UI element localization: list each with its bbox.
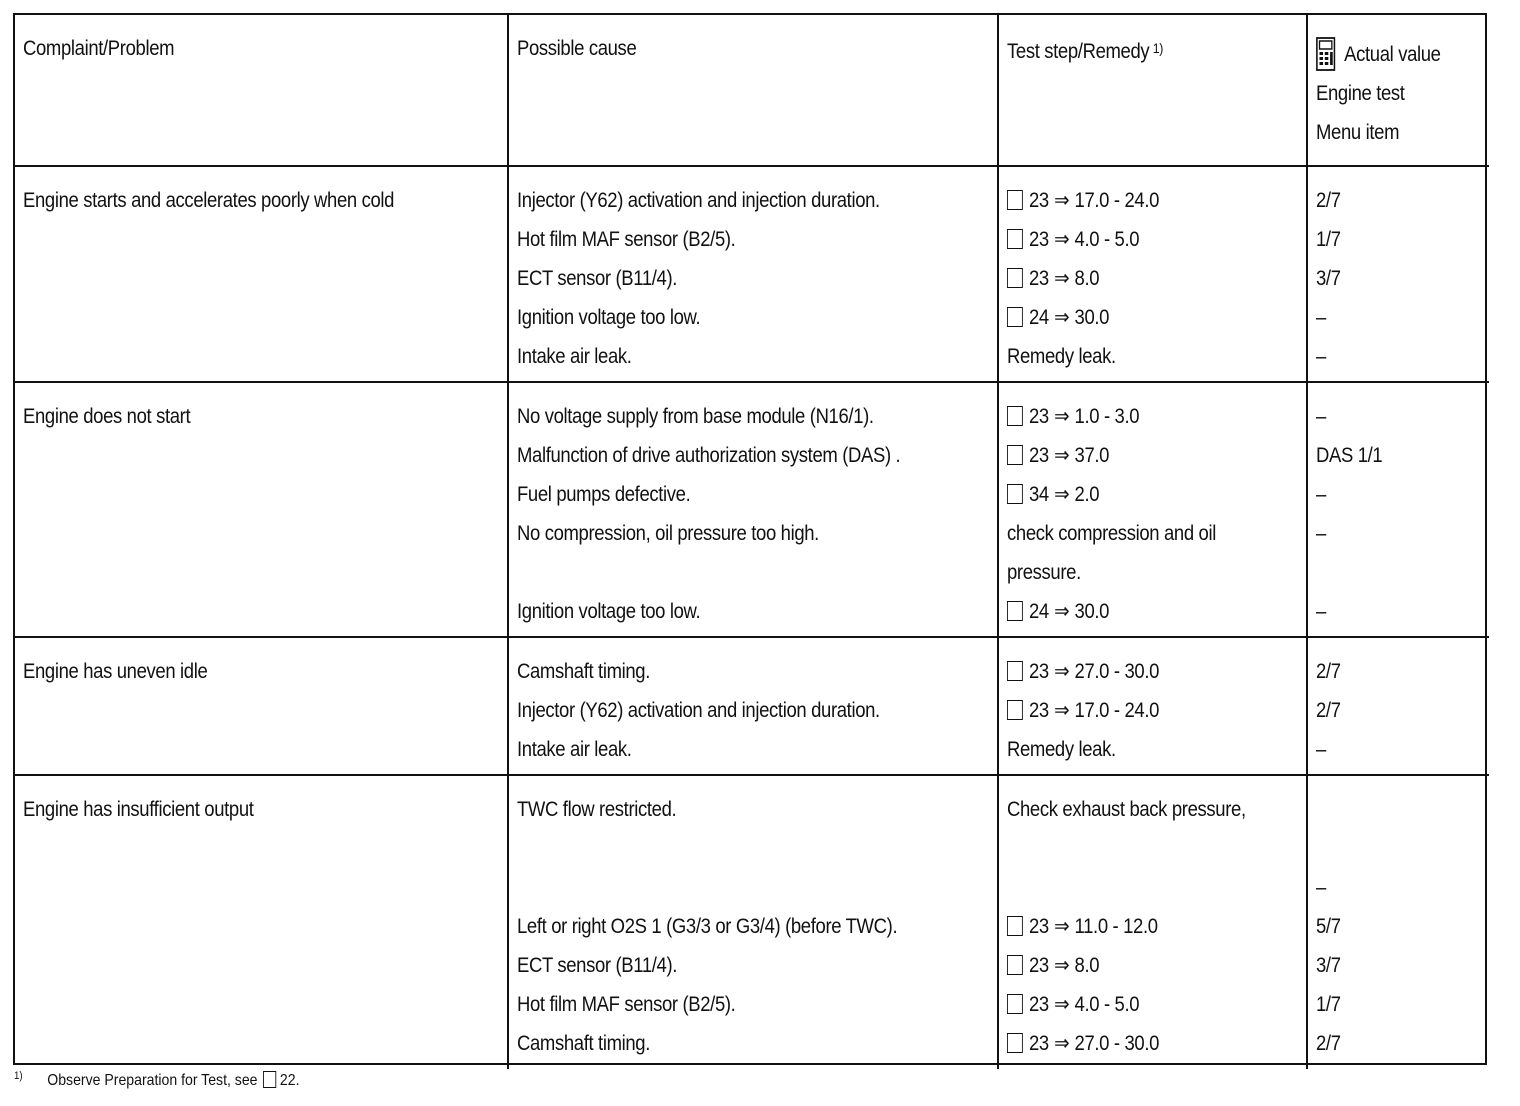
arrow-icon: ⇒: [1054, 915, 1070, 938]
header-cause: Possible cause: [517, 37, 637, 60]
test-step-cell: [998, 382, 1307, 637]
test-step-cell: [998, 775, 1307, 1069]
test-step-number: 23: [1029, 228, 1049, 251]
test-step-line: [1007, 397, 1298, 436]
cause-text: Malfunction of drive authorization system (DAS) .: [517, 444, 901, 467]
test-step-line: [1007, 691, 1298, 730]
test-step-value: 11.0 - 12.0: [1074, 915, 1158, 938]
test-step-value: 17.0 - 24.0: [1074, 189, 1160, 212]
actual-value-line: [1316, 730, 1481, 769]
test-step-value: 17.0 - 24.0: [1074, 699, 1160, 722]
actual-value-cell-content: [1308, 776, 1489, 1063]
cause-line: [517, 553, 989, 592]
cause-line: [517, 691, 989, 730]
actual-value-line: [1316, 592, 1481, 631]
test-step-line: [1007, 337, 1298, 376]
test-step-text: [1007, 181, 1263, 220]
test-step-line: [1007, 298, 1298, 337]
footnote-ref: 22.: [279, 1072, 300, 1089]
test-step-text: [1007, 946, 1263, 985]
cause-text: Camshaft timing.: [517, 1032, 651, 1055]
test-step-number: 34: [1029, 483, 1049, 506]
test-step-line: [1007, 829, 1298, 868]
cause-line: [517, 592, 989, 631]
test-step-cell: [998, 166, 1307, 382]
actual-value-line: [1316, 475, 1481, 514]
cause-cell: [508, 382, 998, 637]
actual-value-cell: [1307, 166, 1489, 382]
test-step-value: 8.0: [1074, 954, 1100, 977]
cause-text: Left or right O2S 1 (G3/3 or G3/4) (before TWC).: [517, 915, 898, 938]
actual-value-line: [1316, 907, 1481, 946]
tester-icon: [1316, 37, 1335, 71]
cause-line: [517, 1024, 989, 1063]
arrow-icon: ⇒: [1054, 600, 1070, 623]
test-step-value: 2.0: [1074, 483, 1100, 506]
test-step-number: 23: [1029, 405, 1049, 428]
complaint-text: Engine has uneven idle: [23, 660, 208, 683]
cause-text: Injector (Y62) activation and injection duration.: [517, 189, 880, 212]
arrow-icon: ⇒: [1054, 189, 1070, 212]
cause-cell: [508, 775, 998, 1069]
test-step-line: [1007, 907, 1298, 946]
remedy-text: Remedy leak.: [1007, 738, 1116, 761]
actual-value-line: [1316, 652, 1481, 691]
actual-value-line: [1316, 1024, 1481, 1063]
test-step-line: [1007, 946, 1298, 985]
test-step-number: 23: [1029, 444, 1049, 467]
cause-line: [517, 985, 989, 1024]
header-actual-line3: Menu item: [1316, 121, 1400, 144]
complaint-text: Engine starts and accelerates poorly when cold: [23, 189, 395, 212]
actual-value-text: 1/7: [1316, 228, 1341, 251]
actual-value-line: [1316, 790, 1481, 829]
actual-value-line: [1316, 514, 1481, 553]
test-step-value: 30.0: [1074, 306, 1110, 329]
arrow-icon: ⇒: [1054, 1032, 1070, 1055]
complaint-cell-content: [15, 638, 507, 691]
cause-text: No voltage supply from base module (N16/1).: [517, 405, 874, 428]
test-step-text: [1007, 691, 1263, 730]
actual-value-line: [1316, 691, 1481, 730]
cause-line: [517, 436, 989, 475]
cause-text: Hot film MAF sensor (B2/5).: [517, 993, 736, 1016]
test-step-line: [1007, 652, 1298, 691]
test-step-cell-content: [999, 383, 1306, 631]
cause-text: ECT sensor (B11/4).: [517, 267, 678, 290]
cause-line: [517, 652, 989, 691]
complaint-cell-content: [15, 383, 507, 436]
actual-value-text: –: [1316, 522, 1326, 545]
test-step-line: [1007, 259, 1298, 298]
manual-ref-box-icon: [1007, 601, 1023, 621]
cause-text: TWC flow restricted.: [517, 798, 677, 821]
manual-ref-box-icon: [1007, 916, 1023, 936]
complaint-row: [15, 382, 1489, 637]
test-step-line: [1007, 985, 1298, 1024]
actual-value-line: [1316, 436, 1481, 475]
footnote-mark: 1): [14, 1070, 23, 1082]
actual-value-cell: [1307, 775, 1489, 1069]
arrow-icon: ⇒: [1054, 444, 1070, 467]
actual-value-text: –: [1316, 306, 1326, 329]
complaint-cell: [15, 382, 508, 637]
actual-value-cell-content: [1308, 638, 1489, 769]
diagnosis-table: [15, 15, 1489, 1069]
cause-line: [517, 298, 989, 337]
arrow-icon: ⇒: [1054, 993, 1070, 1016]
actual-value-cell-content: [1308, 167, 1489, 376]
manual-ref-box-icon: [1007, 445, 1023, 465]
manual-ref-box-icon: [1007, 994, 1023, 1014]
cause-line: [517, 475, 989, 514]
remedy-text: Check exhaust back pressure,: [1007, 798, 1246, 821]
cause-line: [517, 259, 989, 298]
manual-ref-box-icon: [263, 1071, 276, 1088]
cause-text: Ignition voltage too low.: [517, 306, 701, 329]
actual-value-line: [1316, 946, 1481, 985]
footnote: [14, 1070, 299, 1090]
actual-value-text: 1/7: [1316, 993, 1341, 1016]
test-step-number: 23: [1029, 189, 1049, 212]
actual-value-text: 5/7: [1316, 915, 1341, 938]
test-step-text: [1007, 259, 1263, 298]
test-step-line: [1007, 790, 1298, 829]
test-step-text: [1007, 907, 1263, 946]
header-test: Test step/Remedy: [1007, 40, 1150, 63]
arrow-icon: ⇒: [1054, 306, 1070, 329]
test-step-value: 27.0 - 30.0: [1074, 1032, 1160, 1055]
arrow-icon: ⇒: [1054, 699, 1070, 722]
cause-line: [517, 907, 989, 946]
test-step-value: 4.0 - 5.0: [1074, 993, 1140, 1016]
test-step-number: 23: [1029, 660, 1049, 683]
cause-line: [517, 220, 989, 259]
test-step-text: [1007, 790, 1263, 829]
cause-text: No compression, oil pressure too high.: [517, 522, 819, 545]
test-step-text: [1007, 220, 1263, 259]
cause-cell: [508, 166, 998, 382]
header-row: [15, 15, 1489, 166]
actual-value-text: –: [1316, 600, 1326, 623]
arrow-icon: ⇒: [1054, 954, 1070, 977]
test-step-line: [1007, 868, 1298, 907]
test-step-text: [1007, 436, 1263, 475]
arrow-icon: ⇒: [1054, 660, 1070, 683]
test-step-line: [1007, 475, 1298, 514]
actual-value-line: [1316, 259, 1481, 298]
test-step-line: [1007, 553, 1298, 592]
test-step-text: [1007, 337, 1263, 376]
test-step-line: [1007, 436, 1298, 475]
test-step-text: [1007, 730, 1263, 769]
arrow-icon: ⇒: [1054, 483, 1070, 506]
test-step-text: [1007, 553, 1263, 592]
actual-value-text: –: [1316, 738, 1326, 761]
complaint-cell: [15, 166, 508, 382]
test-step-number: 23: [1029, 267, 1049, 290]
header-test-cell: [998, 15, 1307, 166]
actual-value-line: [1316, 985, 1481, 1024]
cause-cell-content: [509, 776, 997, 1063]
cause-line: [517, 181, 989, 220]
actual-value-cell-content: [1308, 383, 1489, 631]
actual-value-line: [1316, 337, 1481, 376]
cause-text: Hot film MAF sensor (B2/5).: [517, 228, 736, 251]
cause-line: [517, 397, 989, 436]
test-step-cell-content: [999, 167, 1306, 376]
test-step-number: 23: [1029, 1032, 1049, 1055]
header-cause-cell: [508, 15, 998, 166]
actual-value-text: –: [1316, 405, 1326, 428]
actual-value-line: [1316, 298, 1481, 337]
actual-value-text: 2/7: [1316, 699, 1341, 722]
cause-text: Intake air leak.: [517, 738, 632, 761]
cause-text: Injector (Y62) activation and injection duration.: [517, 699, 880, 722]
test-step-value: 30.0: [1074, 600, 1110, 623]
actual-value-text: 3/7: [1316, 267, 1341, 290]
test-step-line: [1007, 730, 1298, 769]
test-step-cell-content: [999, 776, 1306, 1063]
actual-value-line: [1316, 397, 1481, 436]
test-step-value: 37.0: [1074, 444, 1110, 467]
actual-value-text: 2/7: [1316, 1032, 1341, 1055]
test-step-line: [1007, 514, 1298, 553]
actual-value-line: [1316, 181, 1481, 220]
test-step-text: [1007, 985, 1263, 1024]
actual-value-text: 2/7: [1316, 660, 1341, 683]
actual-value-text: –: [1316, 483, 1326, 506]
test-step-text: [1007, 298, 1263, 337]
cause-line: [517, 868, 989, 907]
manual-ref-box-icon: [1007, 406, 1023, 426]
test-step-number: 23: [1029, 993, 1049, 1016]
cause-line: [517, 790, 989, 829]
complaint-text: Engine has insufficient output: [23, 798, 254, 821]
remedy-text: check compression and oil: [1007, 522, 1216, 545]
manual-ref-box-icon: [1007, 229, 1023, 249]
test-step-line: [1007, 592, 1298, 631]
actual-value-text: DAS 1/1: [1316, 444, 1383, 467]
test-step-text: [1007, 514, 1263, 553]
actual-value-line: [1316, 868, 1481, 907]
header-complaint: Complaint/Problem: [23, 37, 175, 60]
cause-cell: [508, 637, 998, 775]
diagnosis-table-frame: [13, 13, 1487, 1065]
header-complaint-cell: [15, 15, 508, 166]
cause-text: Intake air leak.: [517, 345, 632, 368]
cause-text: Ignition voltage too low.: [517, 600, 701, 623]
cause-line: [517, 514, 989, 553]
cause-text: Fuel pumps defective.: [517, 483, 691, 506]
complaint-row: [15, 775, 1489, 1069]
test-step-number: 24: [1029, 306, 1049, 329]
actual-value-text: –: [1316, 876, 1326, 899]
complaint-cell-content: [15, 167, 507, 220]
arrow-icon: ⇒: [1054, 405, 1070, 428]
cause-line: [517, 946, 989, 985]
test-step-line: [1007, 220, 1298, 259]
test-step-number: 24: [1029, 600, 1049, 623]
manual-ref-box-icon: [1007, 484, 1023, 504]
actual-value-line: [1316, 220, 1481, 259]
test-step-number: 23: [1029, 954, 1049, 977]
test-step-number: 23: [1029, 915, 1049, 938]
cause-line: [517, 829, 989, 868]
complaint-cell-content: [15, 776, 507, 829]
cause-cell-content: [509, 383, 997, 631]
complaint-cell: [15, 775, 508, 1069]
manual-ref-box-icon: [1007, 955, 1023, 975]
remedy-text: Remedy leak.: [1007, 345, 1116, 368]
test-step-value: 27.0 - 30.0: [1074, 660, 1160, 683]
manual-ref-box-icon: [1007, 661, 1023, 681]
actual-value-cell: [1307, 382, 1489, 637]
manual-ref-box-icon: [1007, 307, 1023, 327]
header-test-footnote-mark: 1): [1152, 40, 1164, 56]
test-step-cell-content: [999, 638, 1306, 769]
manual-ref-box-icon: [1007, 700, 1023, 720]
actual-value-line: [1316, 553, 1481, 592]
test-step-cell: [998, 637, 1307, 775]
actual-value-cell: [1307, 637, 1489, 775]
test-step-value: 8.0: [1074, 267, 1100, 290]
actual-value-text: –: [1316, 345, 1326, 368]
cause-cell-content: [509, 638, 997, 769]
header-actual-cell: [1307, 15, 1489, 166]
test-step-text: [1007, 652, 1263, 691]
actual-value-text: 3/7: [1316, 954, 1341, 977]
complaint-text: Engine does not start: [23, 405, 191, 428]
manual-ref-box-icon: [1007, 1033, 1023, 1053]
cause-line: [517, 730, 989, 769]
manual-ref-box-icon: [1007, 268, 1023, 288]
footnote-text: Observe Preparation for Test, see: [47, 1072, 258, 1089]
test-step-number: 23: [1029, 699, 1049, 722]
manual-ref-box-icon: [1007, 190, 1023, 210]
cause-text: ECT sensor (B11/4).: [517, 954, 678, 977]
cause-cell-content: [509, 167, 997, 376]
complaint-cell: [15, 637, 508, 775]
test-step-value: 4.0 - 5.0: [1074, 228, 1140, 251]
test-step-text: [1007, 475, 1263, 514]
cause-text: Camshaft timing.: [517, 660, 651, 683]
complaint-row: [15, 166, 1489, 382]
test-step-text: [1007, 1024, 1263, 1063]
cause-line: [517, 337, 989, 376]
test-step-text: [1007, 592, 1263, 631]
complaint-row: [15, 637, 1489, 775]
header-actual-line1: Actual value: [1344, 43, 1441, 66]
remedy-text: pressure.: [1007, 561, 1081, 584]
arrow-icon: ⇒: [1054, 228, 1070, 251]
test-step-value: 1.0 - 3.0: [1074, 405, 1140, 428]
test-step-line: [1007, 181, 1298, 220]
test-step-line: [1007, 1024, 1298, 1063]
actual-value-text: 2/7: [1316, 189, 1341, 212]
header-actual-line2: Engine test: [1316, 82, 1405, 105]
arrow-icon: ⇒: [1054, 267, 1070, 290]
test-step-text: [1007, 397, 1263, 436]
actual-value-line: [1316, 829, 1481, 868]
